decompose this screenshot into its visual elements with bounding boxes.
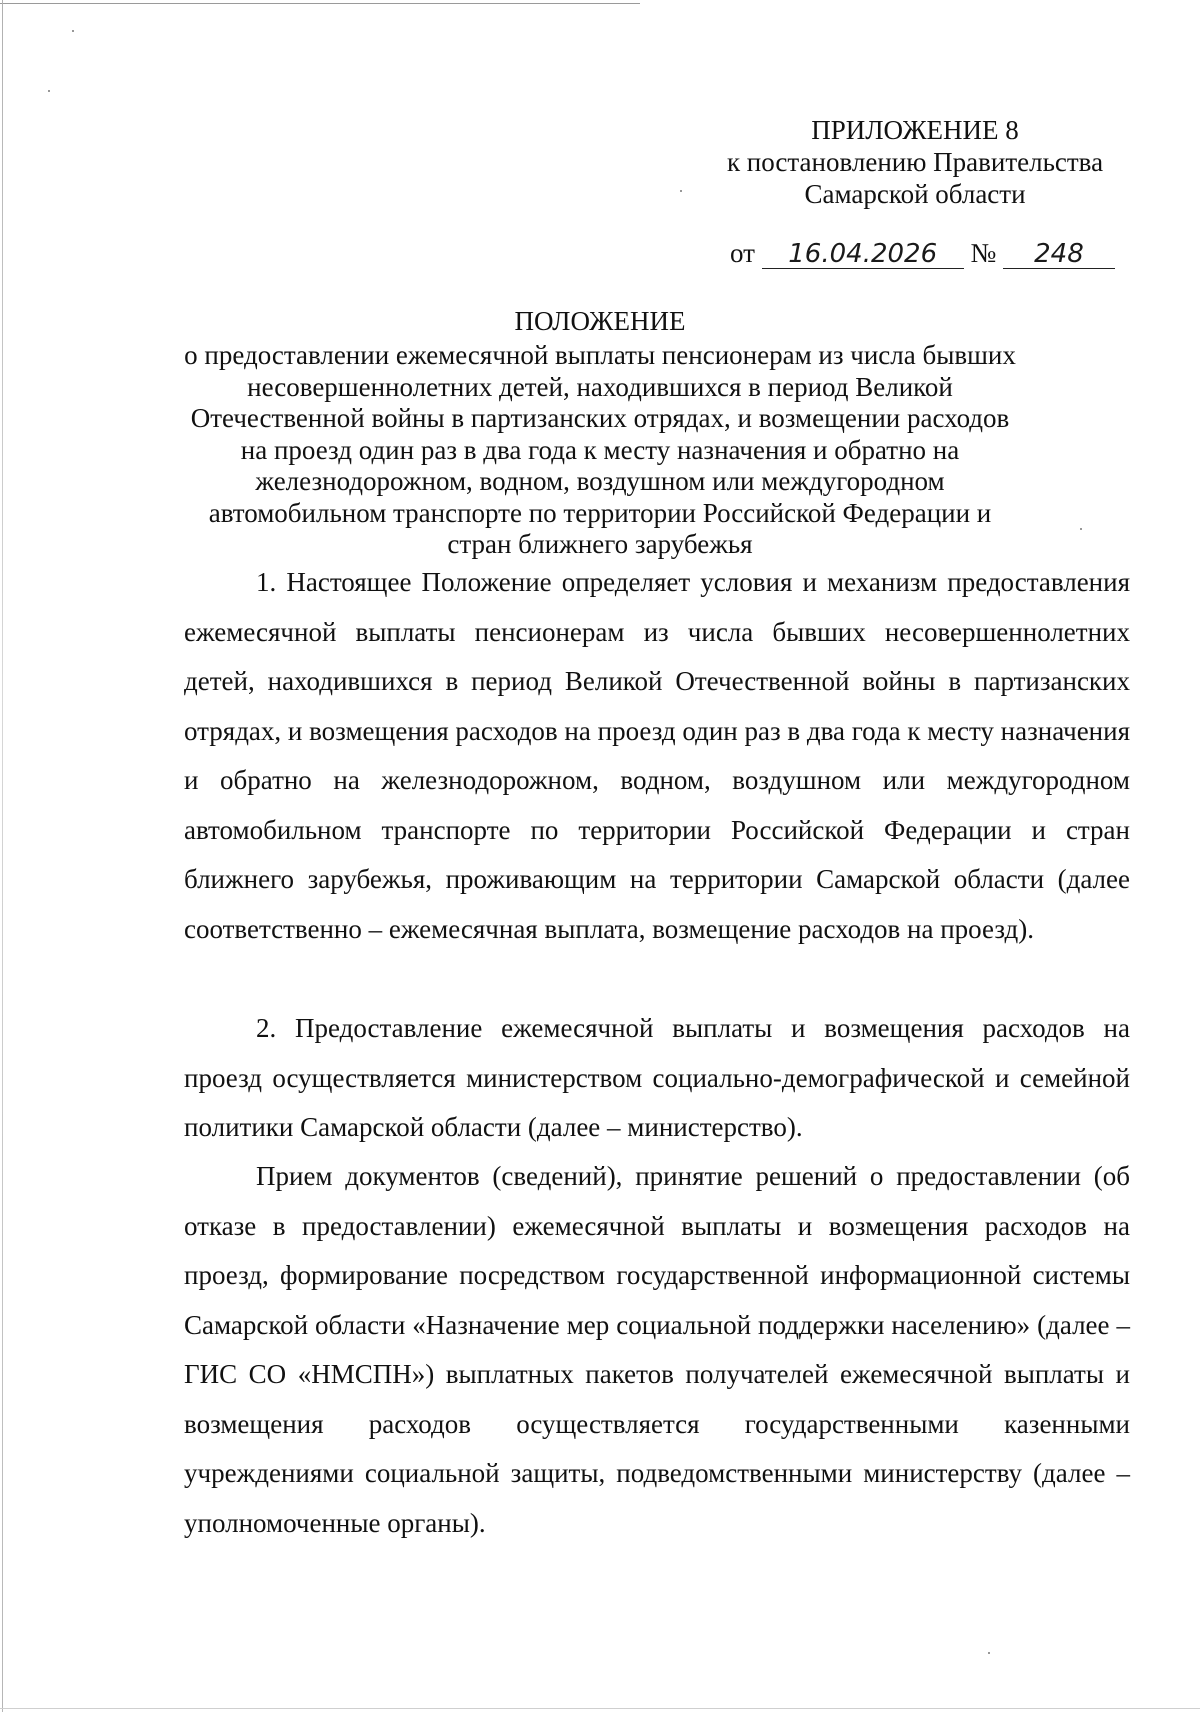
scan-speck bbox=[1080, 528, 1082, 530]
document-subtitle: о предоставлении ежемесячной выплаты пенсионерам из числа бывших несовершеннолетних детей, находившихся в период Великой Отечественной войны в партизанских отрядах, и возмещении расходов на проезд один раз в два года к месту назначения и обратно на железнодорожном, водном, воздушном или междугородном автомобильном транспорте по территории Российской Федерации и стран ближнего зарубежья bbox=[184, 340, 1016, 559]
scan-speck bbox=[680, 190, 682, 192]
appendix-reference: к постановлению Правительства bbox=[726, 147, 1104, 177]
scan-edge-left bbox=[2, 0, 3, 1712]
scan-edge-bottom bbox=[0, 1708, 1200, 1709]
scan-speck bbox=[988, 1652, 990, 1654]
appendix-header bbox=[700, 114, 1130, 210]
paragraph-2: 2. Предоставление ежемесячной выплаты и возмещения расходов на проезд осуществляется министерством социально-демографической и семейной политики Самарской области (далее – министерство). bbox=[184, 1013, 1130, 1142]
appendix-title: ПРИЛОЖЕНИЕ 8 bbox=[811, 115, 1019, 145]
paragraph-1: 1. Настоящее Положение определяет условия и механизм предоставления ежемесячной выплаты пенсионерам из числа бывших несовершеннолетних детей, находившихся в период Великой Отечественной войны в партизанских отрядах, и возмещения расходов на проезд один раз в два года к месту назначения и обратно на железнодорожном, водном, воздушном или междугородном автомобильном транспорте по территории Российской Федерации и стран ближнего зарубежья, проживающим на территории Самарской области (далее соответственно – ежемесячная выплата, возмещение расходов на проезд). bbox=[184, 567, 1130, 944]
number-label: № bbox=[970, 238, 997, 268]
appendix-region: Самарской области bbox=[804, 179, 1026, 209]
scan-speck bbox=[48, 90, 50, 92]
document-title: ПОЛОЖЕНИЕ bbox=[514, 306, 686, 336]
paragraph-3: Прием документов (сведений), принятие решений о предоставлении (об отказе в предоставлении) ежемесячной выплаты и возмещения расходов на проезд, формирование посредством государственной информационной системы Самарской области «Назначение мер социальной поддержки населению» (далее – ГИС СО «НМСПН») выплатных пакетов получателей ежемесячной выплаты и возмещения расходов осуществляется государственными казенными учреждениями социальной защиты, подведомственными министерству (далее – уполномоченные органы). bbox=[184, 1161, 1130, 1538]
handwritten-number: 248 bbox=[1003, 240, 1115, 269]
resolution-date-line bbox=[730, 237, 1115, 269]
scan-edge-top bbox=[0, 3, 640, 4]
handwritten-date: 16.04.2026 bbox=[762, 240, 964, 269]
from-label: от bbox=[730, 238, 755, 268]
scan-speck bbox=[72, 30, 74, 32]
